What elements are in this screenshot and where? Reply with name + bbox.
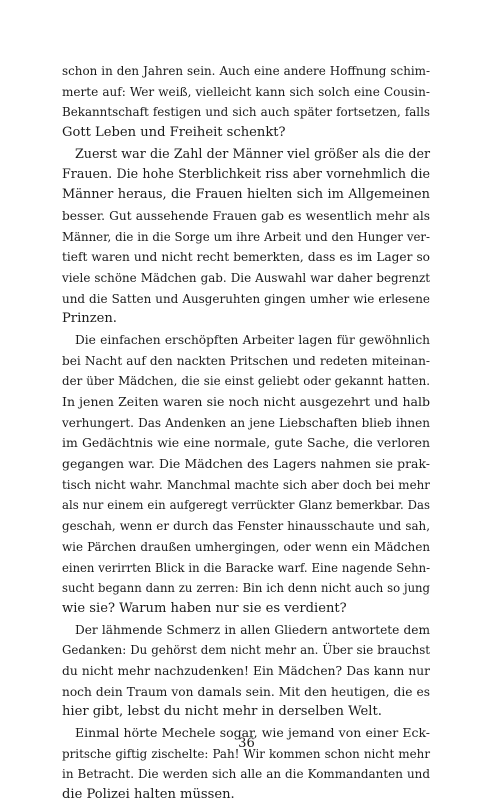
text-line: sucht begann dann zu zerren: Bin ich denn nicht auch so jung	[62, 581, 430, 596]
text-line: einen verirrten Blick in die Baracke warf. Eine nagende Sehn-	[62, 560, 430, 575]
text-line: pritsche giftig zischelte: Pah! Wir kommen schon nicht mehr	[62, 746, 430, 761]
text-line: viele schöne Mädchen gab. Die Auswahl war daher begrenzt	[62, 270, 430, 285]
text-line: wie Pärchen draußen umhergingen, oder wenn ein Mädchen	[62, 539, 430, 554]
text-line: Zuerst war die Zahl der Männer viel größer als die der	[75, 145, 430, 161]
text-line: Gott Leben und Freiheit schenkt?	[62, 125, 286, 141]
text-line: verhungert. Das Andenken an jene Liebschaften blieb ihnen	[62, 415, 430, 430]
text-line: der über Mädchen, die sie einst geliebt oder gekannt hatten.	[62, 374, 430, 389]
text-line: Gedanken: Du gehörst dem nicht mehr an. Über sie brauchst	[62, 643, 430, 658]
text-line: besser. Gut aussehende Frauen gab es wesentlich mehr als	[62, 208, 430, 223]
text-line: Männer, die in die Sorge um ihre Arbeit und den Hunger ver-	[62, 229, 430, 244]
text-line: die Polizei halten müssen.	[62, 787, 235, 803]
text-line: gegangen war. Die Mädchen des Lagers nahmen sie prak-	[62, 456, 430, 472]
text-line: Bekanntschaft festigen und sich auch später fortsetzen, falls	[62, 105, 430, 120]
text-line: du nicht mehr nachzudenken! Ein Mädchen? Das kann nur	[62, 663, 430, 678]
text-line: merte auf: Wer weiß, vielleicht kann sich solch eine Cousin-	[62, 84, 430, 99]
text-line: Einmal hörte Mechele sogar, wie jemand von einer Eck-	[75, 725, 430, 740]
text-line: geschah, wenn er durch das Fenster hinausschaute und sah,	[62, 519, 430, 534]
text-line: und die Satten und Ausgeruhten gingen umher wie erlesene	[62, 291, 430, 306]
text-line: In jenen Zeiten waren sie noch nicht ausgezehrt und halb	[62, 394, 430, 409]
text-line: Männer heraus, die Frauen hielten sich im Allgemeinen	[62, 187, 430, 203]
text-line: in Betracht. Die werden sich alle an die Kommandanten und	[62, 767, 430, 782]
text-line: bei Nacht auf den nackten Pritschen und redeten miteinan-	[62, 353, 430, 368]
text-line: tieft waren und nicht recht bemerkten, dass es im Lager so	[62, 250, 430, 265]
text-line: Prinzen.	[62, 311, 117, 327]
text-line: tisch nicht wahr. Manchmal machte sich aber doch bei mehr	[62, 477, 430, 492]
page-number: 36	[238, 736, 255, 751]
text-line: Frauen. Die hohe Sterblichkeit riss aber vornehmlich die	[62, 166, 430, 182]
text-line: schon in den Jahren sein. Auch eine andere Hoffnung schim-	[62, 64, 430, 78]
text-line: wie sie? Warum haben nur sie es verdient?	[62, 600, 347, 616]
text-line: im Gedächtnis wie eine normale, gute Sache, die verloren	[62, 435, 430, 451]
text-line: Der lähmende Schmerz in allen Gliedern antwortete dem	[75, 622, 430, 637]
text-line: hier gibt, lebst du nicht mehr in derselben Welt.	[62, 704, 382, 720]
body-text	[62, 61, 430, 806]
text-line: Die einfachen erschöpften Arbeiter lagen für gewöhnlich	[75, 332, 430, 347]
text-line: als nur einem ein aufgeregt verrückter Glanz bemerkbar. Das	[62, 498, 430, 513]
text-line: noch dein Traum von damals sein. Mit den heutigen, die es	[62, 684, 430, 699]
